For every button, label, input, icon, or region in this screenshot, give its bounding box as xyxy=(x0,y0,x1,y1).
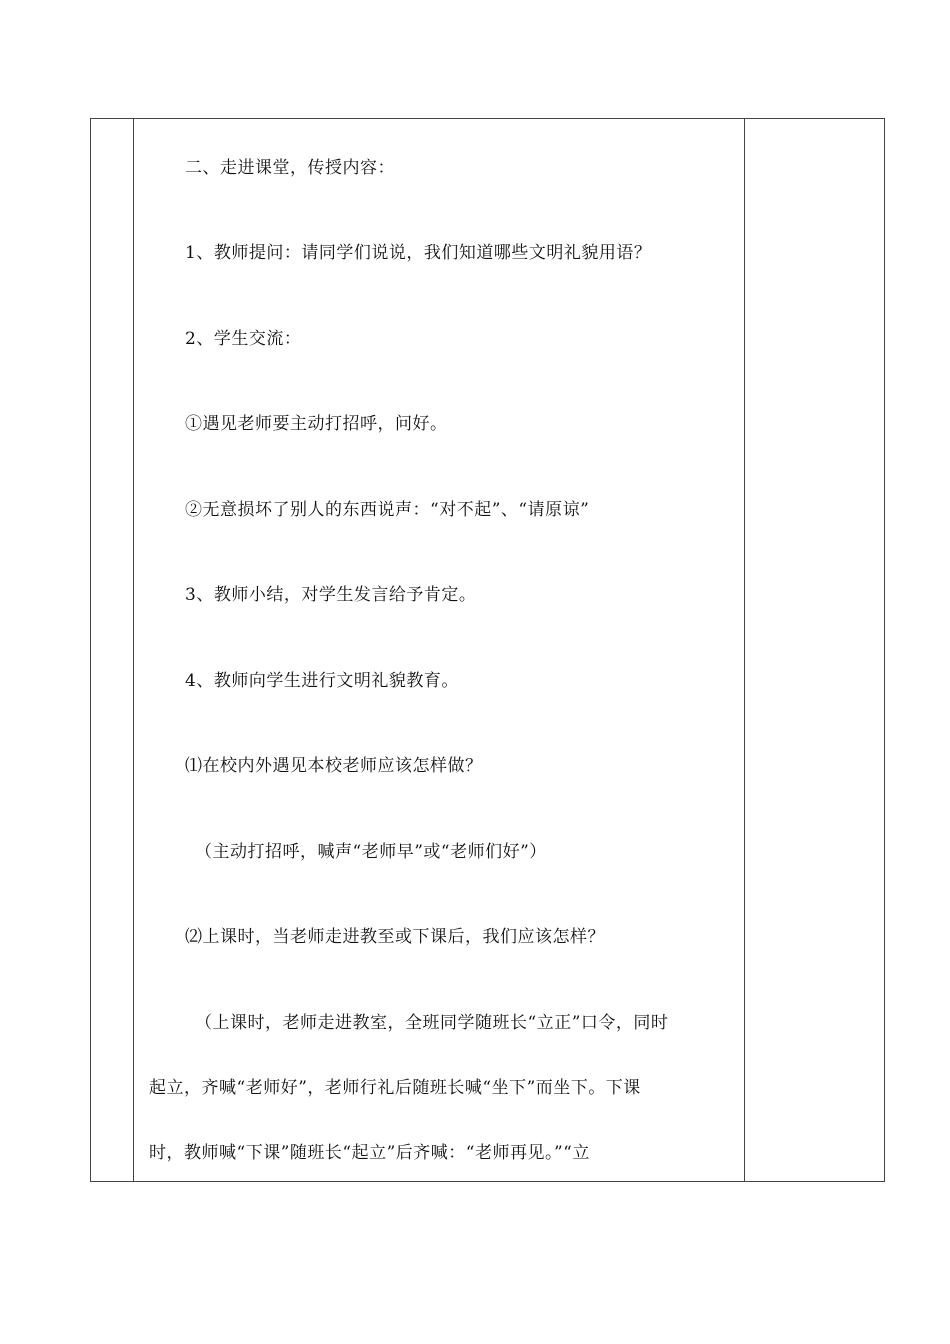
step-teacher-summary: 3、教师小结，对学生发言给予肯定。 xyxy=(185,585,477,605)
step-student-exchange: 2、学生交流： xyxy=(185,329,302,349)
question-1: ⑴在校内外遇见本校老师应该怎样做？ xyxy=(185,756,483,776)
step-teacher-question: 1、教师提问：请同学们说说，我们知道哪些文明礼貌用语？ xyxy=(185,243,652,263)
answer-1: （主动打招呼，喊声“老师早”或“老师们好”） xyxy=(195,842,547,862)
answer-2-line-3: 时，教师喊“下课”随班长“起立”后齐喊：“老师再见。”“立 xyxy=(149,1143,590,1163)
section-heading: 二、走进课堂，传授内容： xyxy=(185,158,395,178)
answer-2-line-1: （上课时，老师走进教室，全班同学随班长“立正”口令，同时 xyxy=(195,1013,669,1033)
lesson-plan-table xyxy=(90,118,885,1182)
question-2: ⑵上课时，当老师走进教至或下课后，我们应该怎样？ xyxy=(185,927,605,947)
answer-2-line-2: 起立，齐喊“老师好”，老师行礼后随班长喊“坐下”而坐下。下课 xyxy=(149,1078,641,1098)
exchange-item-2: ②无意损坏了别人的东西说声：“对不起”、“请原谅” xyxy=(185,500,590,520)
right-column-divider xyxy=(744,119,745,1181)
left-column-divider xyxy=(133,119,134,1181)
step-etiquette-education: 4、教师向学生进行文明礼貌教育。 xyxy=(185,671,459,691)
exchange-item-1: ①遇见老师要主动打招呼，问好。 xyxy=(185,414,448,434)
lesson-content-cell xyxy=(135,119,743,1181)
